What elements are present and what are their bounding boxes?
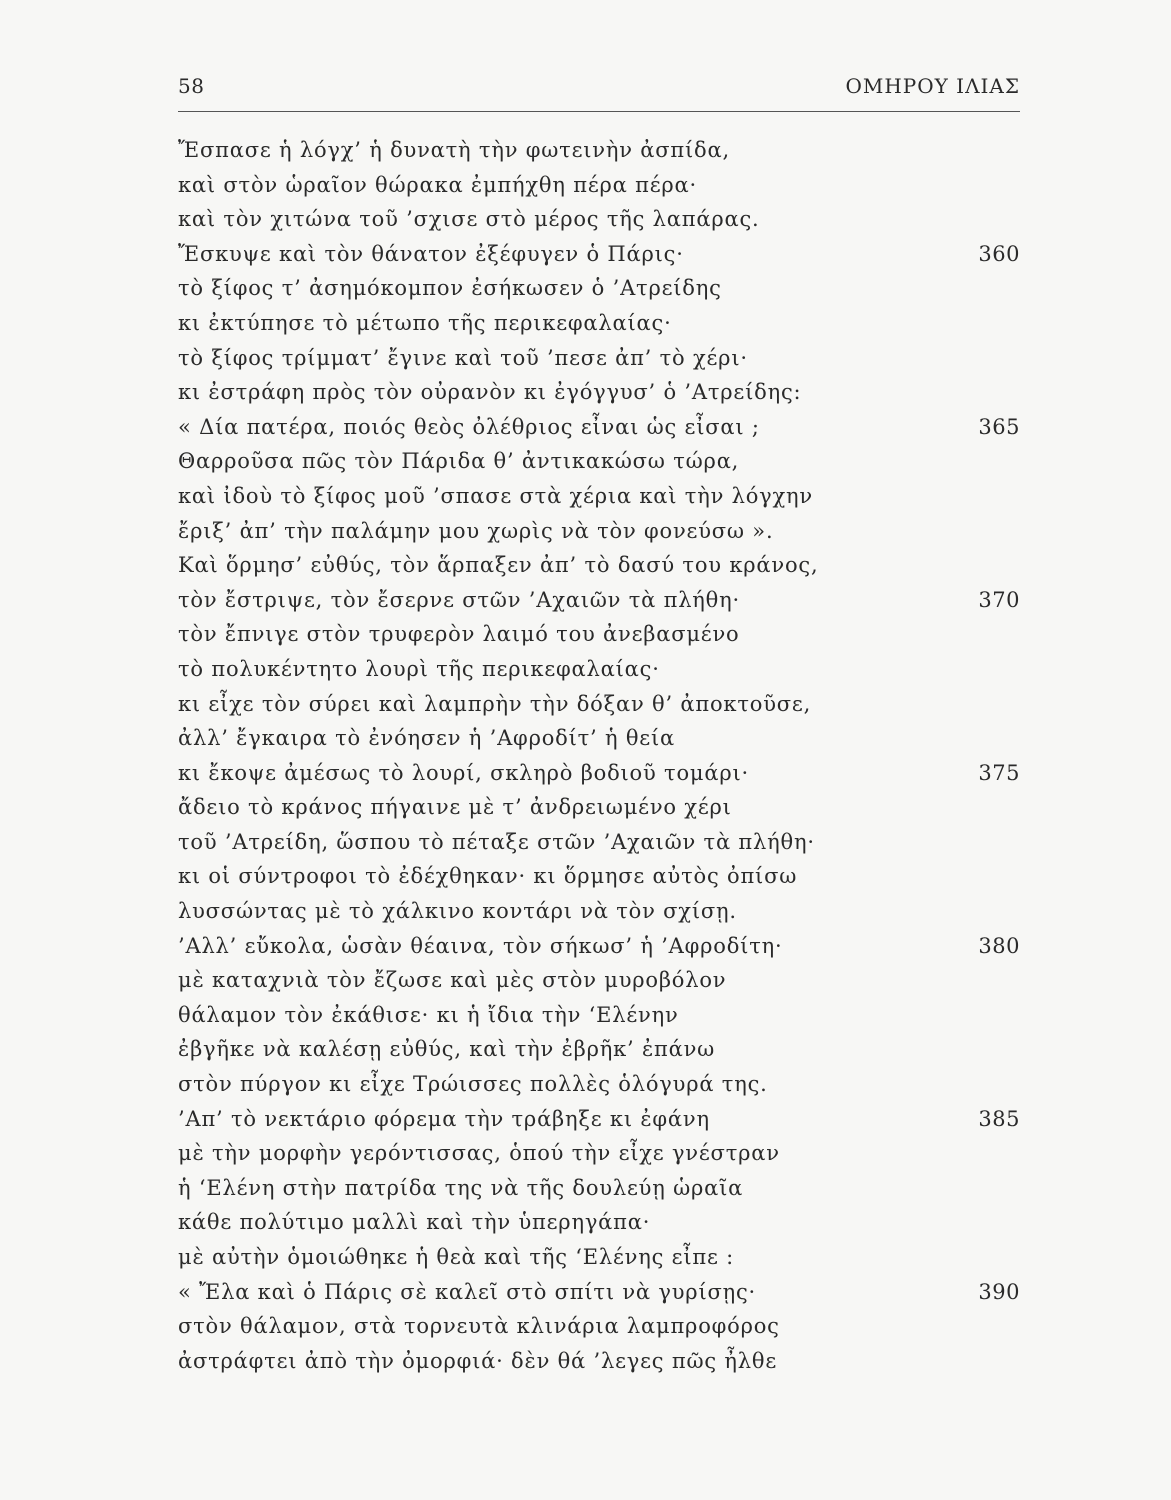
line-number: 365 <box>978 414 1020 439</box>
verse-line <box>178 444 1020 479</box>
verse-line <box>178 1067 1020 1102</box>
line-number: 390 <box>978 1279 1020 1304</box>
verse-text: ἐβγῆκε νὰ καλέσῃ εὐθύς, καὶ τὴν ἐβρῆκ’ ἐπάνω <box>178 1037 716 1062</box>
verse-text: στὸν πύργον κι εἶχε Τρώισσες πολλὲς ὁλόγυρά της. <box>178 1072 768 1097</box>
verse-line <box>178 652 1020 687</box>
verse-text: Ἔσκυψε καὶ τὸν θάνατον ἐξέφυγεν ὁ Πάρις· <box>178 241 684 266</box>
verse-line <box>178 341 1020 376</box>
verse-line <box>178 963 1020 998</box>
verse-line <box>178 859 1020 894</box>
page-number: 58 <box>178 74 205 98</box>
verse-line <box>178 1171 1020 1206</box>
verse-text: στὸν θάλαμον, στὰ τορνευτὰ κλινάρια λαμπροφόρος <box>178 1314 780 1339</box>
verse-line <box>178 1309 1020 1344</box>
verse-line <box>178 1136 1020 1171</box>
verse-line <box>178 514 1020 549</box>
verse-text: ’Αλλ’ εὔκολα, ὡσὰν θέαινα, τὸν σήκωσ’ ἡ ’Αφροδίτη· <box>178 933 783 958</box>
verse-line <box>178 133 1020 168</box>
verse-text: μὲ αὐτὴν ὁμοιώθηκε ἡ θεὰ καὶ τῆς ‘Ελένης εἶπε : <box>178 1245 734 1269</box>
verse-line <box>178 548 1020 583</box>
verse-text: λυσσώντας μὲ τὸ χάλκινο κοντάρι νὰ τὸν σχίσῃ. <box>178 899 737 924</box>
verse-text: Καὶ ὅρμησ’ εὐθύς, τὸν ἅρπαξεν ἀπ’ τὸ δασύ του κράνος, <box>178 553 819 578</box>
verse-text: ἀστράφτει ἀπὸ τὴν ὀμορφιά· δὲν θά ’λεγες πῶς ἦλθε <box>178 1348 778 1373</box>
verse-text: Θαρροῦσα πῶς τὸν Πάριδα θ’ ἀντικακώσω τώρα, <box>178 449 740 474</box>
verse-line <box>178 306 1020 341</box>
verse-line <box>178 202 1020 237</box>
verse-line <box>178 410 1020 445</box>
verse-block <box>178 133 1020 1378</box>
verse-text: τὸν ἔπνιγε στὸν τρυφερὸν λαιμό του ἀνεβασμένο <box>178 622 740 647</box>
line-number: 385 <box>978 1106 1020 1131</box>
verse-line <box>178 790 1020 825</box>
line-number: 380 <box>978 933 1020 958</box>
verse-line <box>178 1102 1020 1137</box>
verse-text: ἔριξ’ ἀπ’ τὴν παλάμην μου χωρὶς νὰ τὸν φονεύσω ». <box>178 518 774 543</box>
verse-text: κι εἶχε τὸν σύρει καὶ λαμπρὴν τὴν δόξαν θ’ ἀποκτοῦσε, <box>178 691 812 716</box>
verse-line <box>178 825 1020 860</box>
verse-text: καὶ στὸν ὡραῖον θώρακα ἐμπήχθη πέρα πέρα· <box>178 172 697 197</box>
verse-text: κι ἔκοψε ἀμέσως τὸ λουρί, σκληρὸ βοδιοῦ τομάρι· <box>178 760 749 785</box>
header-rule <box>178 111 1020 112</box>
verse-line <box>178 894 1020 929</box>
verse-text: ’Απ’ τὸ νεκτάριο φόρεμα τὴν τράβηξε κι ἐφάνη <box>178 1106 710 1131</box>
verse-line <box>178 583 1020 618</box>
verse-line <box>178 1344 1020 1379</box>
verse-text: μὲ καταχνιὰ τὸν ἔζωσε καὶ μὲς στὸν μυροβόλον <box>178 968 727 993</box>
verse-text: Ἔσπασε ἡ λόγχ’ ἡ δυνατὴ τὴν φωτεινὴν ἀσπίδα, <box>178 138 730 162</box>
verse-line <box>178 1205 1020 1240</box>
verse-text: καὶ ἰδοὺ τὸ ξίφος μοῦ ’σπασε στὰ χέρια καὶ τὴν λόγχην <box>178 483 813 508</box>
verse-line <box>178 375 1020 410</box>
verse-line <box>178 479 1020 514</box>
verse-text: θάλαμον τὸν ἐκάθισε· κι ἡ ἴδια τὴν ‘Ελένην <box>178 1002 679 1027</box>
page-header <box>178 70 1020 110</box>
verse-text: τὸ ξίφος τρίμματ’ ἔγινε καὶ τοῦ ’πεσε ἀπ’ τὸ χέρι· <box>178 345 748 370</box>
verse-line <box>178 1275 1020 1310</box>
verse-text: ἡ ‘Ελένη στὴν πατρίδα της νὰ τῆς δουλεύῃ ὡραῖα <box>178 1175 744 1200</box>
verse-line <box>178 687 1020 722</box>
verse-text: « Δία πατέρα, ποιός θεὸς ὀλέθριος εἶναι ὡς εἶσαι ; <box>178 414 760 439</box>
verse-line <box>178 237 1020 272</box>
verse-line <box>178 756 1020 791</box>
verse-text: κι οἱ σύντροφοι τὸ ἐδέχθηκαν· κι ὅρμησε αὐτὸς ὀπίσω <box>178 864 798 889</box>
verse-line <box>178 929 1020 964</box>
verse-text: κάθε πολύτιμο μαλλὶ καὶ τὴν ὑπερηγάπα· <box>178 1210 651 1235</box>
verse-text: μὲ τὴν μορφὴν γερόντισσας, ὁπού τὴν εἶχε γνέστραν <box>178 1141 780 1166</box>
verse-text: ἀλλ’ ἔγκαιρα τὸ ἐνόησεν ἡ ’Αφροδίτ’ ἡ θεία <box>178 726 675 751</box>
line-number: 370 <box>978 587 1020 612</box>
running-title: ΟΜΗΡΟΥ ΙΛΙΑΣ <box>845 74 1020 98</box>
verse-line <box>178 271 1020 306</box>
line-number: 360 <box>978 241 1020 266</box>
verse-line <box>178 617 1020 652</box>
verse-text: τὸ ξίφος τ’ ἀσημόκομπον ἐσήκωσεν ὁ ’Ατρείδης <box>178 276 722 301</box>
line-number: 375 <box>978 760 1020 785</box>
verse-text: κι ἐκτύπησε τὸ μέτωπο τῆς περικεφαλαίας· <box>178 310 672 335</box>
verse-text: τοῦ ’Ατρείδη, ὥσπου τὸ πέταξε στῶν ’Αχαιῶν τὰ πλήθη· <box>178 829 815 854</box>
verse-text: ἄδειο τὸ κράνος πήγαινε μὲ τ’ ἀνδρειωμένο χέρι <box>178 795 732 820</box>
verse-line <box>178 1240 1020 1275</box>
verse-line <box>178 721 1020 756</box>
verse-text: τὸν ἔστριψε, τὸν ἔσερνε στῶν ’Αχαιῶν τὰ πλήθη· <box>178 587 740 612</box>
verse-text: τὸ πολυκέντητο λουρὶ τῆς περικεφαλαίας· <box>178 656 660 681</box>
verse-line <box>178 998 1020 1033</box>
verse-text: καὶ τὸν χιτώνα τοῦ ’σχισε στὸ μέρος τῆς λαπάρας. <box>178 207 760 232</box>
verse-text: « Ἔλα καὶ ὁ Πάρις σὲ καλεῖ στὸ σπίτι νὰ γυρίσῃς· <box>178 1279 757 1304</box>
verse-line <box>178 168 1020 203</box>
verse-text: κι ἐστράφη πρὸς τὸν οὐρανὸν κι ἐγόγγυσ’ ὁ ’Ατρείδης: <box>178 380 802 405</box>
verse-line <box>178 1032 1020 1067</box>
